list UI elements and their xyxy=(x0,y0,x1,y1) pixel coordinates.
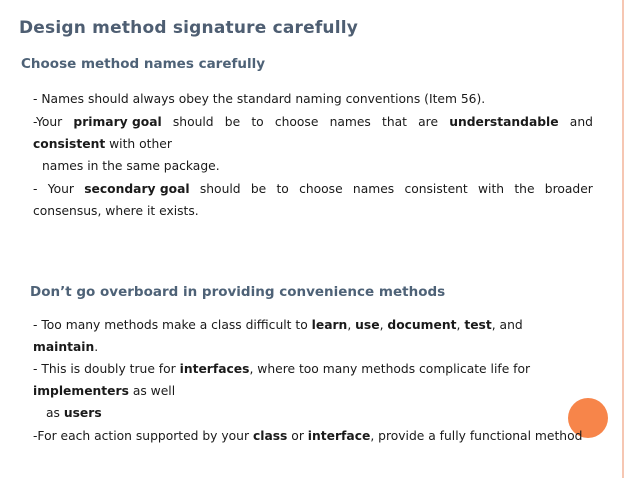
section-heading-convenience: Don’t go overboard in providing convenience methods xyxy=(30,284,446,300)
bullet-interfaces-cont2: as users xyxy=(46,406,102,420)
right-decorative-rule xyxy=(622,0,624,478)
bullet-naming-conventions: - Names should always obey the standard naming conventions (Item 56). xyxy=(33,92,486,106)
bullet-interfaces: - This is doubly true for interfaces, where too many methods complicate life for xyxy=(33,362,531,376)
bullet-primary-goal: -Your primary goal should be to choose names that are understandable and xyxy=(33,115,593,129)
bullet-primary-goal-cont: consistent with other xyxy=(33,137,172,151)
slide-title: Design method signature carefully xyxy=(19,18,359,38)
bullet-too-many-methods-cont: maintain. xyxy=(33,340,99,354)
bullet-too-many-methods: - Too many methods make a class difficult to learn, use, document, test, and xyxy=(33,318,523,332)
bullet-each-action: -For each action supported by your class or interface, provide a fully functional method xyxy=(33,429,583,443)
bullet-secondary-goal: - Your secondary goal should be to choose names consistent with the broader xyxy=(33,182,593,196)
bullet-primary-goal-cont2: names in the same package. xyxy=(42,159,220,173)
section-heading-names: Choose method names carefully xyxy=(21,56,266,72)
bullet-interfaces-cont: implementers as well xyxy=(33,384,176,398)
bullet-secondary-goal-cont: consensus, where it exists. xyxy=(33,204,199,218)
